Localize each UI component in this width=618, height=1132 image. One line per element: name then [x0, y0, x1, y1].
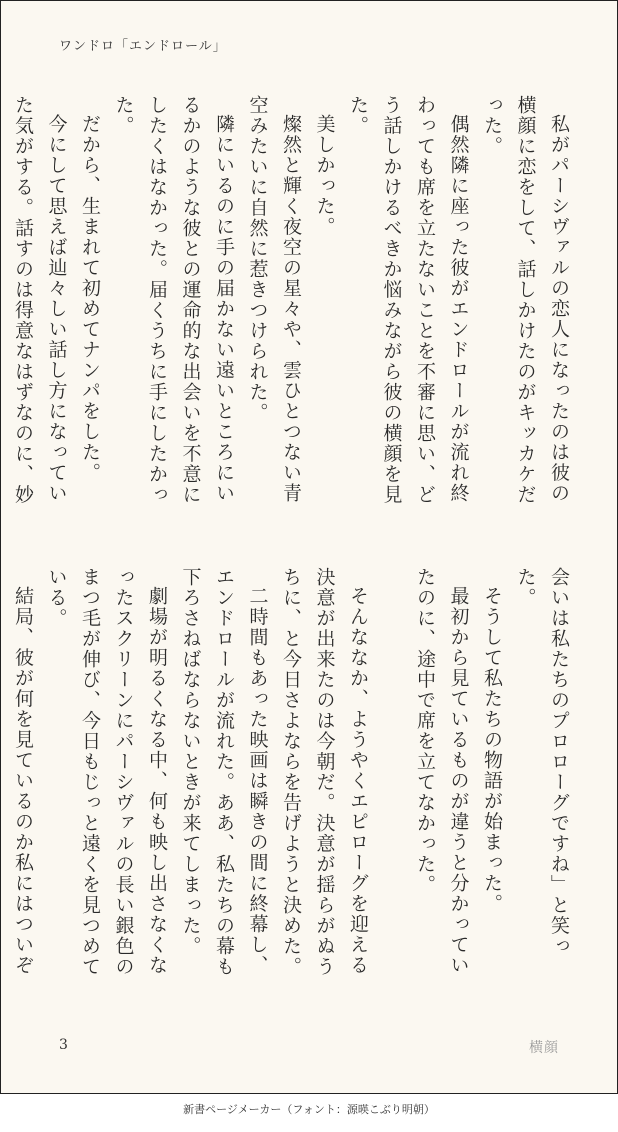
paragraph: 劇場が明るくなる中、何も映し出さなくなったスクリーンにパーシヴァルの長い銀色のまつ毛が伸び、今日もじっと遠くを見つめている。 — [45, 567, 168, 977]
paragraph: 偶然隣に座った彼がエンドロールが流れ終わっても席を立たないことを不審に思い、どう話しかけるべきか悩みながら彼の横顔を見た。 — [347, 95, 470, 505]
paragraph: 結局、彼が何を見ているのか私にはついぞ — [12, 586, 34, 976]
chapter-title: 横顔 — [529, 1040, 559, 1056]
paragraph: 美しかった。 — [313, 114, 336, 237]
text-column-top — [12, 95, 575, 517]
paragraph: 最初から見ているものが違うと分かっていたのに、途中で席を立てなかった。 — [414, 567, 470, 976]
paragraph: 隣にいるのに手の届かない遠いところにいるかのような彼との運命的な出会いを不意にしたくはなかった。届くうちに手にしたかった。 — [112, 95, 235, 505]
paragraph: そんななか、ようやくエピローグを迎える決意が出来たのは今朝だ。決意が揺らがぬうちに、と今日さよならを告げようと決めた。 — [280, 567, 369, 977]
paragraph: だから、生まれて初めてナンパをした。 — [79, 114, 101, 483]
page-number: 3 — [59, 1037, 68, 1053]
paragraph-continuation: 会いは私たちのプロローグですね」と笑った。 — [514, 567, 570, 957]
paragraph: そうして私たちの物語が始まった。 — [481, 586, 503, 914]
paragraph: 私がパーシヴァルの恋人になったのは彼の横顔に恋をして、話しかけたのがキッカケだった。 — [481, 95, 570, 505]
paragraph: 燦然と輝く夜空の星々や、雲ひとつない青空みたいに自然に惹きつけられた。 — [246, 95, 302, 504]
paragraph-blank — [374, 567, 408, 991]
paragraph: 二時間もあった映画は瞬きの間に終幕し、エンドロールが流れた。ああ、私たちの幕も下ろさねばならないときが来てしまった。 — [179, 567, 269, 977]
header-title: ワンドロ「エンドロール」 — [59, 39, 227, 54]
footer-credit: 新書ページメーカー（フォント：源暎こぶり明朝） — [183, 1103, 435, 1116]
paragraph: 今にして思えば辿々しい話し方になっていた気がする。話すのは得意なはずなのに、妙 — [12, 95, 68, 505]
text-column-bottom — [12, 567, 575, 991]
